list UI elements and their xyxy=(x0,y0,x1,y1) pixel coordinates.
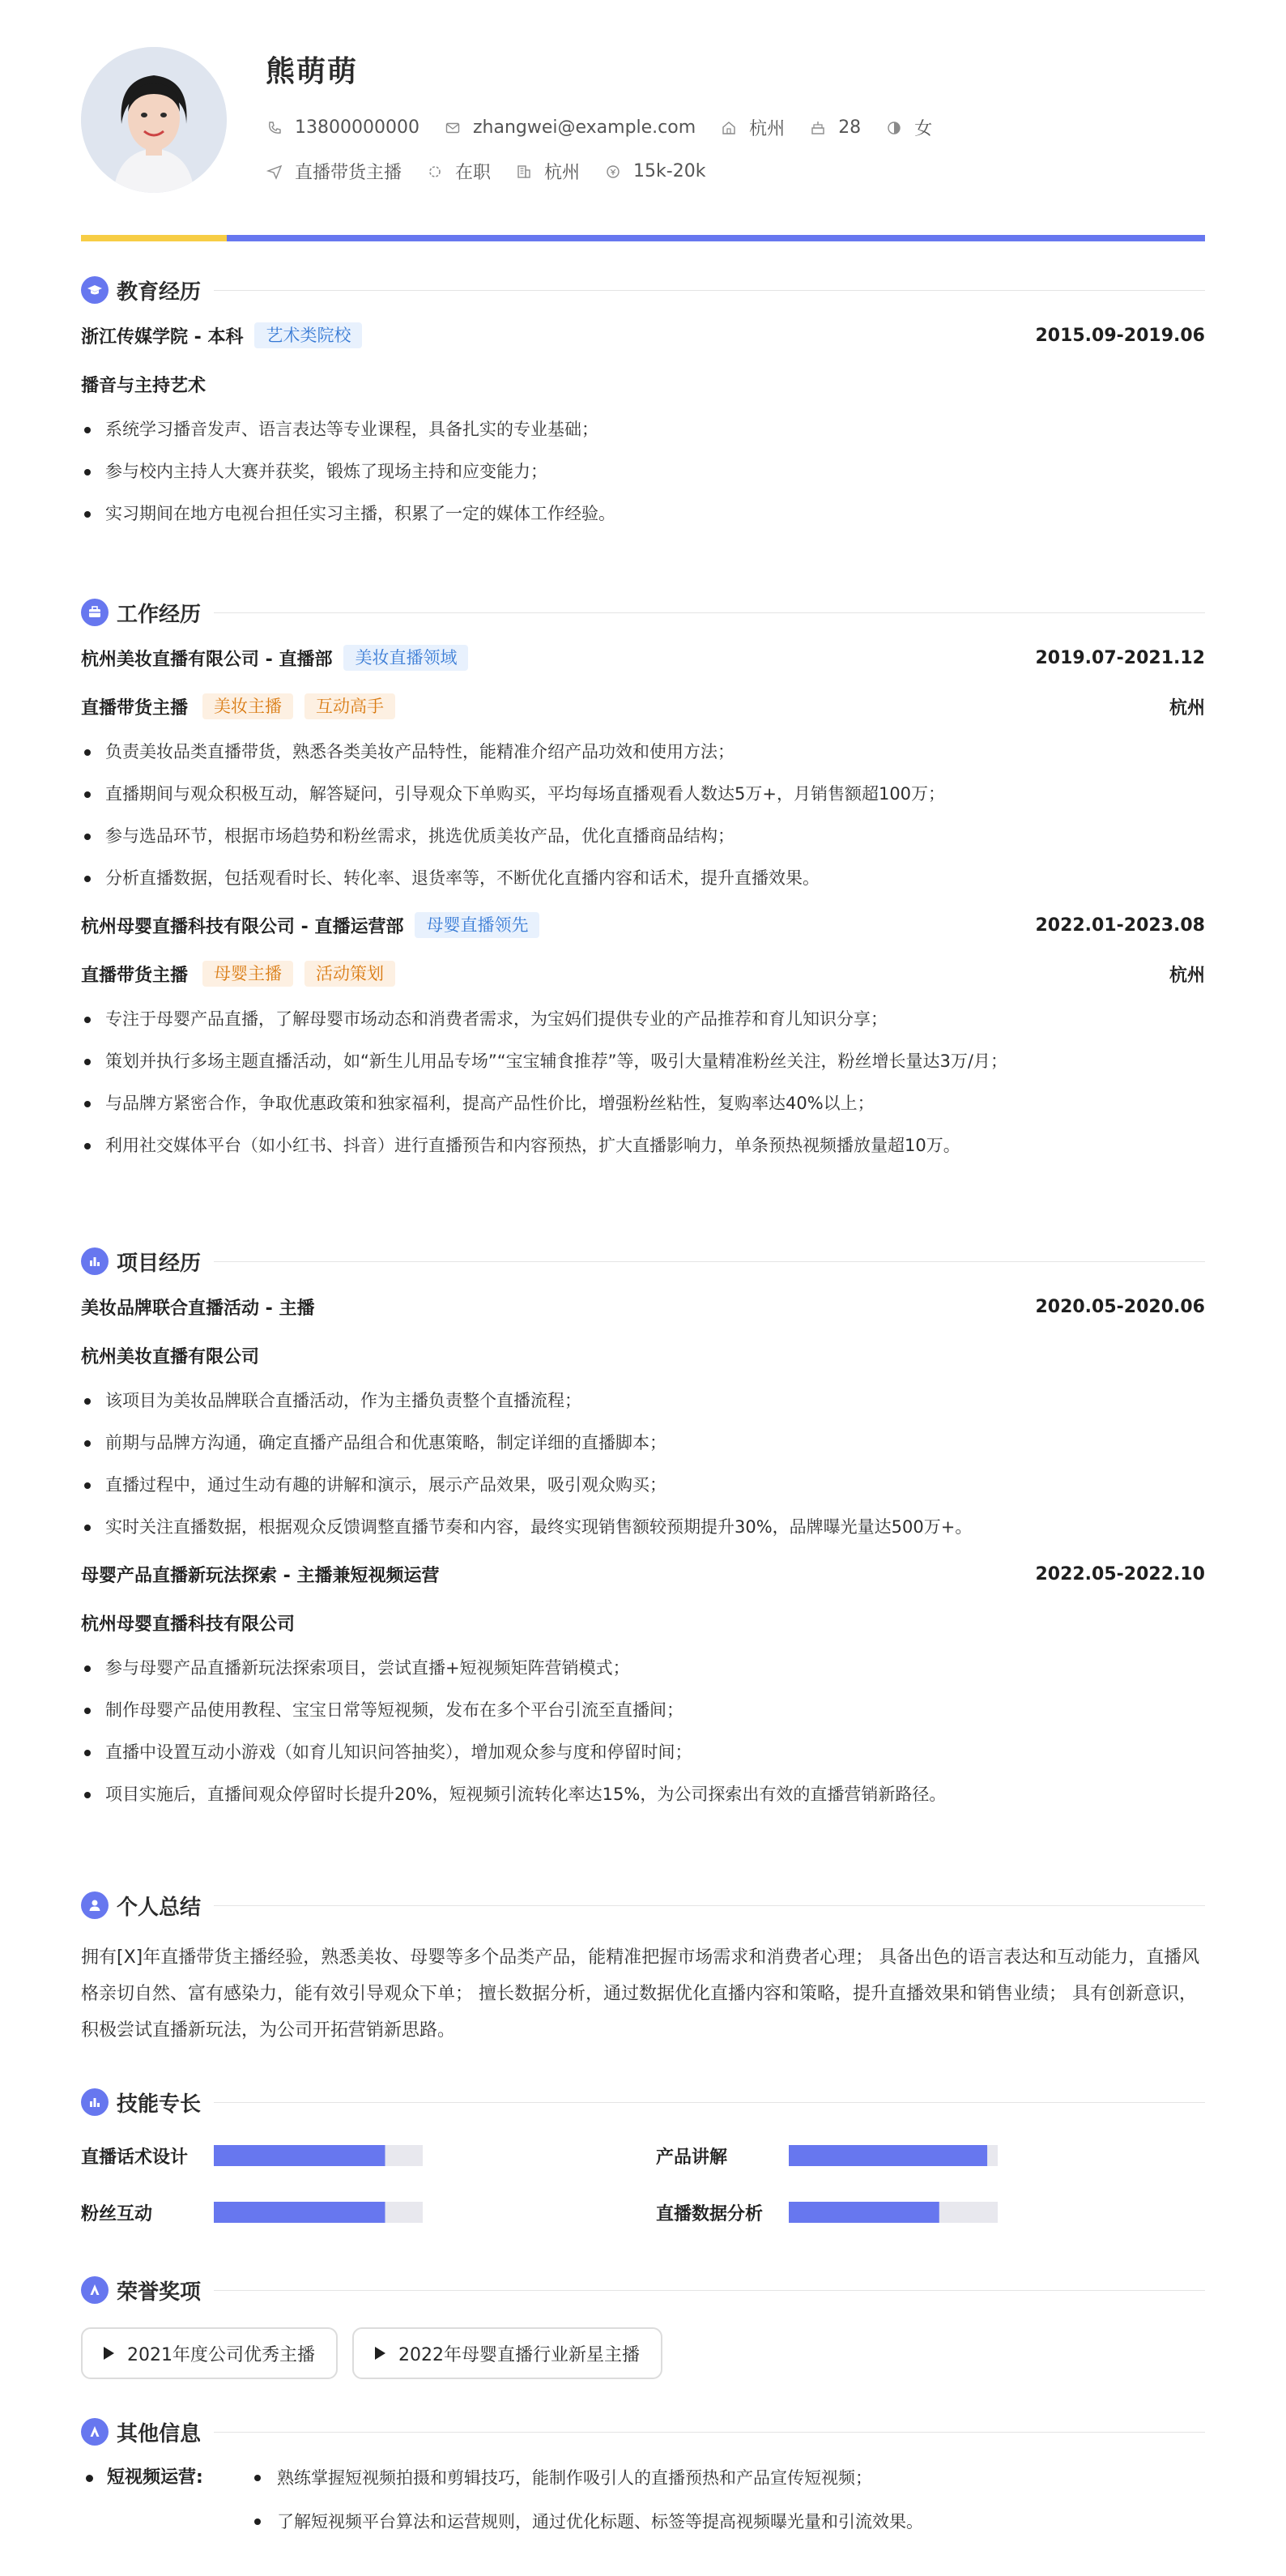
gender-item xyxy=(885,115,932,140)
age-text: 28 xyxy=(838,117,862,138)
other-item xyxy=(81,2456,1205,2544)
entry-bullets xyxy=(81,1380,1205,1548)
list-item: 参与母婴产品直播新玩法探索项目，尝试直播+短视频矩阵营销模式； xyxy=(81,1647,1205,1689)
list-item: 制作母婴产品使用教程、宝宝日常等短视频，发布在多个平台引流至直播间； xyxy=(81,1689,1205,1731)
skill-bar-fill xyxy=(214,2145,385,2166)
other-values xyxy=(251,2456,923,2544)
age-item xyxy=(809,117,861,138)
work-entry xyxy=(81,642,1205,899)
skill-bar xyxy=(789,2145,998,2166)
list-item: 分析直播数据，包括观看时长、转化率、退货率等，不断优化直播内容和话术，提升直播效果。 xyxy=(81,857,1205,899)
project-company: 杭州美妆直播有限公司 xyxy=(81,1346,260,1367)
job-role: 直播带货主播 xyxy=(81,697,189,719)
skill-tag: 活动策划 xyxy=(304,961,395,987)
city-item xyxy=(720,115,785,140)
section-title: 个人总结 xyxy=(117,1895,202,1920)
skill-bar xyxy=(789,2202,998,2223)
section-header xyxy=(81,596,1205,629)
projects-section xyxy=(81,1245,1205,1815)
skill-name: 产品讲解 xyxy=(656,2147,728,2168)
divider-blue xyxy=(227,235,1205,241)
building-icon xyxy=(515,163,533,181)
entry-date: 2015.09-2019.06 xyxy=(1035,325,1205,346)
skill-item xyxy=(656,2139,1205,2172)
award-label: 2021年度公司优秀主播 xyxy=(127,2344,315,2365)
job-location: 杭州 xyxy=(1169,697,1205,719)
entry-header xyxy=(81,909,1205,941)
phone-icon xyxy=(266,119,283,137)
education-section xyxy=(81,274,1205,535)
skill-bar-fill xyxy=(214,2202,385,2223)
skill-bar-fill xyxy=(789,2145,987,2166)
section-header xyxy=(81,2274,1205,2306)
phone-item xyxy=(266,117,419,138)
award-label: 2022年母婴直播行业新星主播 xyxy=(398,2344,640,2365)
school-name: 浙江传媒学院 - 本科 xyxy=(81,326,244,348)
mail-icon xyxy=(444,119,462,137)
city-text: 杭州 xyxy=(749,119,786,139)
list-item: 参与选品环节，根据市场趋势和粉丝需求，挑选优质美妆产品，优化直播商品结构； xyxy=(81,815,1205,857)
skill-bar-fill xyxy=(789,2202,939,2223)
section-divider xyxy=(214,612,1205,613)
skill-name: 直播数据分析 xyxy=(656,2203,764,2224)
job-title-text: 直播带货主播 xyxy=(295,163,402,183)
list-item: 实习期间在地方电视台担任实习主播，积累了一定的媒体工作经验。 xyxy=(81,493,1205,535)
section-title: 技能专长 xyxy=(117,2092,202,2117)
company-row xyxy=(81,1339,1205,1371)
entry-date: 2022.01-2023.08 xyxy=(1035,915,1205,936)
major: 播音与主持艺术 xyxy=(81,375,207,396)
list-item: 系统学习播音发声、语言表达等专业课程，具备扎实的专业基础； xyxy=(81,408,1205,450)
skill-name: 粉丝互动 xyxy=(81,2203,153,2224)
company-tag: 美妆直播领域 xyxy=(343,645,468,671)
summary-text: 拥有[X]年直播带货主播经验，熟悉美妆、母婴等多个品类产品，能精准把握市场需求和消费者心理； 具备出色的语言表达和互动能力，直播风格亲切自然、富有感染力，能有效引导观众下单； 擅长数据分析，通过数据优化直播内容和策略，提升直播效果和销售业绩； 具有创新意识，积极尝试直播新玩法，为公司开拓营销新思路。 xyxy=(81,1947,1200,2041)
honors-section xyxy=(81,2274,1205,2379)
skill-item xyxy=(656,2196,1205,2228)
company-tag: 母婴直播领先 xyxy=(415,912,539,938)
project-entry xyxy=(81,1290,1205,1548)
skill-item xyxy=(81,2196,656,2228)
section-divider xyxy=(214,1905,1205,1906)
section-divider xyxy=(214,1261,1205,1262)
send-icon xyxy=(266,163,283,181)
section-title: 项目经历 xyxy=(117,1251,202,1276)
list-item: 项目实施后，直播间观众停留时长提升20%，短视频引流转化率达15%，为公司探索出有效的直播营销新路径。 xyxy=(81,1773,1205,1815)
candidate-name: 熊萌萌 xyxy=(266,55,359,88)
summary-section xyxy=(81,1889,1205,2049)
skill-name: 直播话术设计 xyxy=(81,2147,189,2168)
awards-list xyxy=(81,2327,1205,2379)
briefcase-icon xyxy=(81,599,109,626)
gender-icon xyxy=(885,119,903,137)
skills-section xyxy=(81,2086,1205,2228)
list-item: 直播中设置互动小游戏（如育儿知识问答抽奖），增加观众参与度和停留时间； xyxy=(81,1731,1205,1773)
list-item: 参与校内主持人大赛并获奖，锻炼了现场主持和应变能力； xyxy=(81,450,1205,493)
list-item: 实时关注直播数据，根据观众反馈调整直播节奏和内容，最终实现销售额较预期提升30%，品牌曝光量达500万+。 xyxy=(81,1506,1205,1548)
project-name: 母婴产品直播新玩法探索 - 主播兼短视频运营 xyxy=(81,1565,440,1586)
award-icon xyxy=(81,2276,109,2304)
skills-grid xyxy=(81,2139,1205,2228)
skill-tag: 母婴主播 xyxy=(202,961,293,987)
job-title-item xyxy=(266,159,402,184)
status-item xyxy=(426,159,491,184)
award-icon xyxy=(81,2418,109,2446)
other-section xyxy=(81,2416,1205,2544)
company-row xyxy=(81,1606,1205,1639)
company-name: 杭州美妆直播有限公司 - 直播部 xyxy=(81,649,333,670)
list-item: 了解短视频平台算法和运营规则，通过优化标题、标签等提高视频曝光量和引流效果。 xyxy=(251,2500,923,2544)
skill-bar xyxy=(214,2145,423,2166)
graduation-cap-icon xyxy=(81,276,109,304)
entry-bullets xyxy=(81,998,1205,1166)
section-title: 荣誉奖项 xyxy=(117,2280,202,2305)
resume-header xyxy=(81,0,1205,243)
chart-icon xyxy=(81,2088,109,2116)
role-row xyxy=(81,690,1205,723)
skill-bar xyxy=(214,2202,423,2223)
other-key: 短视频运营: xyxy=(81,2456,251,2544)
entry-date: 2020.05-2020.06 xyxy=(1035,1296,1205,1317)
section-divider xyxy=(214,2290,1205,2291)
salary-text: 15k-20k xyxy=(633,161,706,181)
status-icon xyxy=(426,163,444,181)
entry-bullets xyxy=(81,408,1205,535)
entry-header xyxy=(81,1558,1205,1590)
project-entry xyxy=(81,1558,1205,1815)
skill-tag: 互动高手 xyxy=(304,693,395,719)
salary-item xyxy=(604,161,705,181)
award-chip xyxy=(352,2327,662,2379)
list-item: 与品牌方紧密合作，争取优惠政策和独家福利，提高产品性价比，增强粉丝粘性，复购率达40%以上； xyxy=(81,1082,1205,1124)
contact-row xyxy=(266,115,956,140)
email-text: zhangwei@example.com xyxy=(472,117,696,138)
divider-yellow xyxy=(81,235,227,241)
section-title: 其他信息 xyxy=(117,2421,202,2446)
job-location: 杭州 xyxy=(1169,965,1205,986)
list-item: 直播期间与观众积极互动，解答疑问，引导观众下单购买，平均每场直播观看人数达5万+，月销售额超100万； xyxy=(81,773,1205,815)
entry-date: 2019.07-2021.12 xyxy=(1035,647,1205,668)
phone-text: 13800000000 xyxy=(295,117,419,138)
education-entry xyxy=(81,319,1205,535)
section-header xyxy=(81,1889,1205,1921)
job-row xyxy=(266,159,730,184)
list-item: 熟练掌握短视频拍摄和剪辑技巧，能制作吸引人的直播预热和产品宣传短视频； xyxy=(251,2456,923,2500)
play-icon xyxy=(104,2347,114,2360)
list-item: 利用社交媒体平台（如小红书、抖音）进行直播预告和内容预热，扩大直播影响力，单条预热视频播放量超10万。 xyxy=(81,1124,1205,1166)
list-item: 该项目为美妆品牌联合直播活动，作为主播负责整个直播流程； xyxy=(81,1380,1205,1422)
school-tag: 艺术类院校 xyxy=(254,322,362,348)
entry-header xyxy=(81,642,1205,674)
skill-tag: 美妆主播 xyxy=(202,693,293,719)
home-icon xyxy=(720,119,738,137)
user-icon xyxy=(81,1891,109,1919)
list-item: 专注于母婴产品直播，了解母婴市场动态和消费者需求，为宝妈们提供专业的产品推荐和育儿知识分享； xyxy=(81,998,1205,1040)
status-text: 在职 xyxy=(455,163,492,183)
section-header xyxy=(81,274,1205,306)
section-header xyxy=(81,1245,1205,1277)
section-divider xyxy=(214,290,1205,291)
major-row xyxy=(81,368,1205,400)
company-name: 杭州母婴直播科技有限公司 - 直播运营部 xyxy=(81,916,404,937)
section-header xyxy=(81,2086,1205,2118)
section-title: 教育经历 xyxy=(117,279,202,305)
list-item: 前期与品牌方沟通，确定直播产品组合和优惠策略，制定详细的直播脚本； xyxy=(81,1422,1205,1464)
avatar xyxy=(81,47,227,193)
section-divider xyxy=(214,2102,1205,2103)
work-entry xyxy=(81,909,1205,1166)
chart-icon xyxy=(81,1247,109,1275)
section-divider xyxy=(214,2432,1205,2433)
header-divider xyxy=(81,235,1205,241)
section-header xyxy=(81,2416,1205,2448)
job-role: 直播带货主播 xyxy=(81,965,189,986)
entry-bullets xyxy=(81,731,1205,899)
list-item: 策划并执行多场主题直播活动，如“新生儿用品专场”“宝宝辅食推荐”等，吸引大量精准粉丝关注，粉丝增长量达3万/月； xyxy=(81,1040,1205,1082)
skill-item xyxy=(81,2139,656,2172)
entry-header xyxy=(81,1290,1205,1323)
project-company: 杭州母婴直播科技有限公司 xyxy=(81,1614,296,1635)
entry-bullets xyxy=(81,1647,1205,1815)
list-item: 直播过程中，通过生动有趣的讲解和演示，展示产品效果，吸引观众购买； xyxy=(81,1464,1205,1506)
play-icon xyxy=(375,2347,385,2360)
section-title: 工作经历 xyxy=(117,602,202,627)
work-city-item xyxy=(515,159,580,184)
money-icon xyxy=(604,163,622,181)
work-section xyxy=(81,596,1205,1166)
list-item: 负责美妆品类直播带货，熟悉各类美妆产品特性，能精准介绍产品功效和使用方法； xyxy=(81,731,1205,773)
award-chip xyxy=(81,2327,338,2379)
project-name: 美妆品牌联合直播活动 - 主播 xyxy=(81,1298,315,1319)
cake-icon xyxy=(809,119,827,137)
work-city-text: 杭州 xyxy=(544,163,581,183)
email-item xyxy=(444,117,696,138)
gender-text: 女 xyxy=(914,119,933,139)
role-row xyxy=(81,957,1205,990)
entry-header xyxy=(81,319,1205,352)
entry-date: 2022.05-2022.10 xyxy=(1035,1563,1205,1584)
